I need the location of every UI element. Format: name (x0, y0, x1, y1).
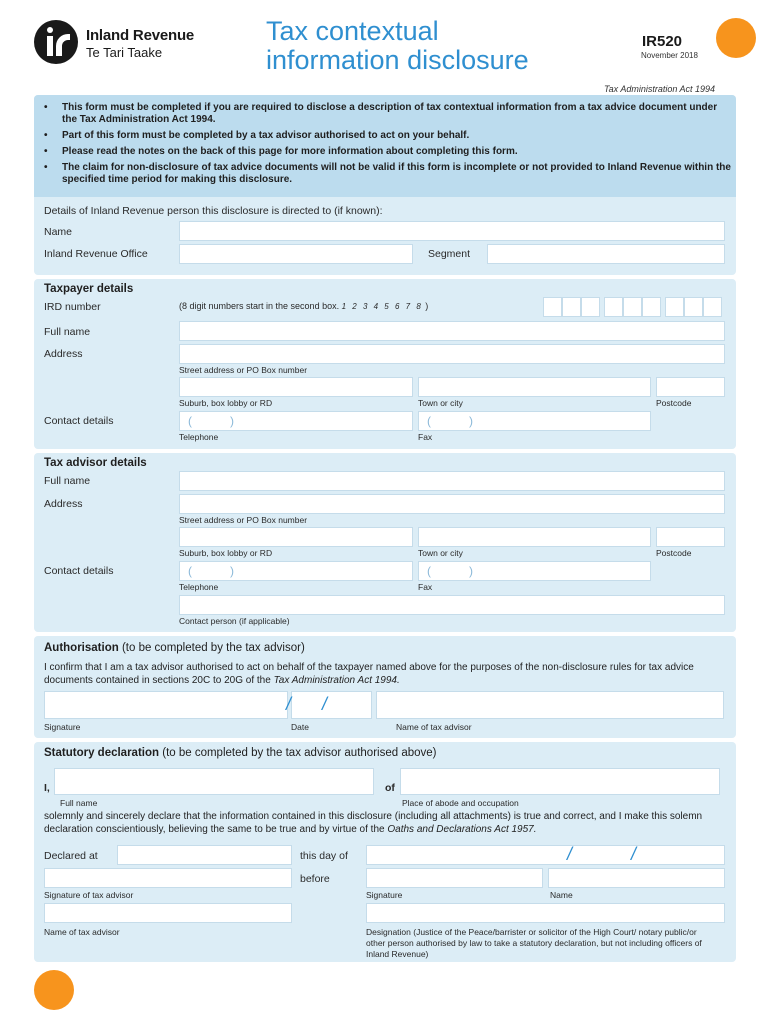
authorisation-text: I confirm that I am a tax advisor authorised to act on behalf of the taxpayer named above for the purposes of the non-disclosure rules for tax advice documents contained in sections 20C to 20G of the Tax Administration Act 1994. (44, 662, 694, 686)
taxpayer-street-input[interactable] (179, 344, 725, 364)
form-date: November 2018 (641, 51, 698, 60)
advisor-address-label: Address (44, 498, 83, 510)
ir-office-input[interactable] (179, 244, 413, 264)
advisor-street-label: Street address or PO Box number (179, 515, 308, 525)
advisor-town-label: Town or city (418, 548, 463, 558)
authorisation-name-label: Name of tax advisor (396, 722, 472, 732)
sig-advisor-label: Signature of tax advisor (44, 890, 134, 900)
form-code: IR520 (642, 33, 683, 50)
before-label: before (300, 873, 330, 885)
advisor-telephone-input[interactable]: ( ) (179, 561, 413, 581)
taxpayer-suburb-label: Suburb, box lobby or RD (179, 398, 273, 408)
authorisation-signature-label: Signature (44, 722, 81, 732)
advisor-suburb-input[interactable] (179, 527, 413, 547)
witness-name-label: Name (550, 890, 573, 900)
declaration-witness-name-input[interactable] (548, 868, 725, 888)
advisor-contact-person-label: Contact person (if applicable) (179, 616, 290, 626)
designation-label: Designation (Justice of the Peace/barrister or solicitor of the High Court/ notary public/or other person authorised by law to take a statutory declaration, but not including officers of Inland Revenue) (366, 927, 702, 959)
advisor-postcode-label: Postcode (656, 548, 692, 558)
declaration-full-name-input[interactable] (54, 768, 374, 795)
intro-bullet: • Please read the notes on the back of this page for more information about completing this form. (44, 146, 734, 158)
authorisation-date-input[interactable]: / / (291, 691, 372, 719)
taxpayer-fax-input[interactable]: ( ) (418, 411, 651, 431)
ir-name-input[interactable] (179, 221, 725, 241)
authorisation-name-input[interactable] (376, 691, 724, 719)
intro-bullet: • Part of this form must be completed by a tax advisor authorised to act on your behalf. (44, 130, 734, 142)
advisor-fax-label: Fax (418, 582, 433, 592)
advisor-town-input[interactable] (418, 527, 651, 547)
ird-number-input[interactable] (543, 297, 725, 317)
this-day-of-label: this day of (300, 850, 348, 862)
authorisation-heading: Authorisation (to be completed by the tax advisor) (44, 642, 305, 654)
declaration-abode-input[interactable] (400, 768, 720, 795)
intro-bullets (44, 102, 734, 190)
org-name: Inland Revenue (86, 27, 195, 44)
declared-at-label: Declared at (44, 850, 98, 862)
declaration-designation-input[interactable] (366, 903, 725, 923)
form-title: Tax contextual information disclosure (266, 16, 529, 75)
advisor-full-name-label: Full name (44, 475, 91, 487)
authorisation-date-label: Date (291, 722, 309, 732)
declaration-advisor-signature-input[interactable] (44, 868, 292, 888)
org-maori-name: Te Tari Taake (86, 45, 163, 60)
ir-person-intro: Details of Inland Revenue person this disclosure is directed to (if known): (44, 205, 383, 217)
taxpayer-postcode-label: Postcode (656, 398, 692, 408)
advisor-contact-label: Contact details (44, 565, 114, 577)
taxpayer-full-name-input[interactable] (179, 321, 725, 341)
ir-segment-label: Segment (428, 248, 471, 260)
intro-bullet: • This form must be completed if you are required to disclose a description of tax contextual information from a tax advice document under the Tax Administration Act 1994. (44, 102, 734, 126)
declaration-date-input[interactable]: / / (366, 845, 725, 865)
taxpayer-telephone-input[interactable]: ( ) (179, 411, 413, 431)
taxpayer-town-label: Town or city (418, 398, 463, 408)
taxpayer-suburb-input[interactable] (179, 377, 413, 397)
taxpayer-heading: Taxpayer details (44, 283, 134, 295)
advisor-full-name-input[interactable] (179, 471, 725, 491)
declaration-text: solemnly and sincerely declare that the information contained in this disclosure (including all attachments) is true and correct, and I make this solemn declaration conscientiously, believing the same to be true and by virtue of the Oaths and Declarations Act 1957. (44, 811, 703, 835)
taxpayer-town-input[interactable] (418, 377, 651, 397)
advisor-telephone-label: Telephone (179, 582, 219, 592)
advisor-heading: Tax advisor details (44, 457, 147, 469)
declared-at-input[interactable] (117, 845, 292, 865)
advisor-postcode-input[interactable] (656, 527, 725, 547)
declaration-heading: Statutory declaration (to be completed by the tax advisor authorised above) (44, 747, 437, 759)
taxpayer-contact-label: Contact details (44, 415, 114, 427)
declaration-advisor-name-input[interactable] (44, 903, 292, 923)
declaration-abode-label: Place of abode and occupation (402, 798, 519, 808)
inland-revenue-logo-icon (34, 20, 78, 64)
taxpayer-street-label: Street address or PO Box number (179, 365, 308, 375)
advisor-fax-input[interactable]: ( ) (418, 561, 651, 581)
act-reference: Tax Administration Act 1994 (604, 84, 716, 94)
advisor-suburb-label: Suburb, box lobby or RD (179, 548, 273, 558)
authorisation-signature-input[interactable] (44, 691, 288, 719)
taxpayer-address-label: Address (44, 348, 83, 360)
taxpayer-full-name-label: Full name (44, 326, 91, 338)
taxpayer-fax-label: Fax (418, 432, 433, 442)
orange-circle-icon (34, 970, 74, 1010)
ir-segment-input[interactable] (487, 244, 725, 264)
declaration-witness-signature-input[interactable] (366, 868, 543, 888)
advisor-street-input[interactable] (179, 494, 725, 514)
taxpayer-telephone-label: Telephone (179, 432, 219, 442)
orange-circle-icon (716, 18, 756, 58)
declaration-of-label: of (385, 782, 395, 794)
ir-office-label: Inland Revenue Office (44, 248, 148, 260)
intro-bullet: • The claim for non-disclosure of tax advice documents will not be valid if this form is incomplete or not provided to Inland Revenue within the specified time period for making this disclosure. (44, 162, 734, 186)
name-advisor-label: Name of tax advisor (44, 927, 120, 937)
ird-number-hint: (8 digit numbers start in the second box. 1 2 3 4 5 6 7 8 ) (179, 301, 429, 311)
advisor-contact-person-input[interactable] (179, 595, 725, 615)
witness-signature-label: Signature (366, 890, 403, 900)
ir-name-label: Name (44, 226, 73, 238)
declaration-full-name-label: Full name (60, 798, 98, 808)
declaration-i-label: I, (44, 782, 50, 794)
taxpayer-postcode-input[interactable] (656, 377, 725, 397)
ird-number-label: IRD number (44, 301, 101, 313)
